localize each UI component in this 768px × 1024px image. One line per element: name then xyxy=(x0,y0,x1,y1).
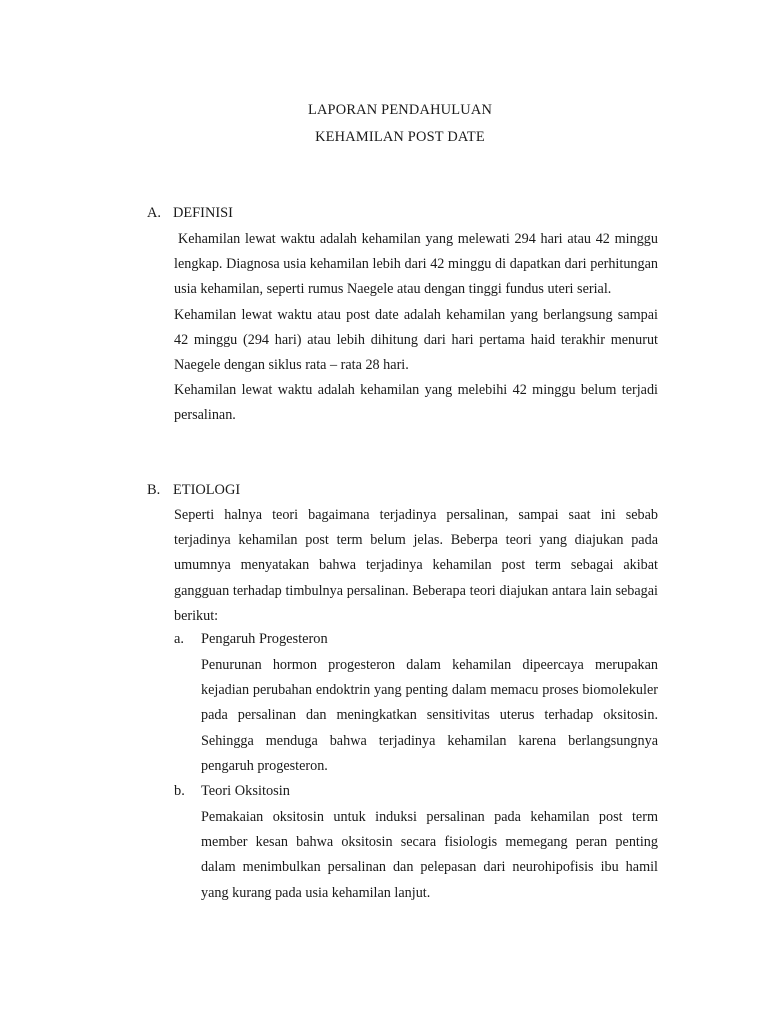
document-title-line-1: LAPORAN PENDAHULUAN xyxy=(307,102,493,118)
subitem-a-letter: a. xyxy=(174,631,184,647)
section-a-body xyxy=(174,227,658,429)
document-title-line-2: KEHAMILAN POST DATE xyxy=(315,129,485,145)
subitem-a-title: Pengaruh Progesteron xyxy=(201,631,328,647)
subitem-b-heading xyxy=(174,783,290,800)
etiologi-paragraph-1: Seperti halnya teori bagaimana terjadinya persalinan, sampai saat ini sebab terjadinya kehamilan post term belum jelas. Beberpa teori yang diajukan pada umumnya menyatakan bahwa terjadinya kehamilan post term sebagai akibat gangguan terhadap timbulnya persalinan. Beberapa teori diajukan antara lain sebagai berikut: xyxy=(174,507,658,624)
subitem-b-letter: b. xyxy=(174,783,185,799)
section-a-letter: A. xyxy=(147,205,161,221)
subitem-a-body xyxy=(201,653,658,779)
section-b-heading xyxy=(147,482,240,499)
subitem-b-text: Pemakaian oksitosin untuk induksi persalinan pada kehamilan post term member kesan bahwa oksitosin secara fisiologis memegang peran penting dalam menimbulkan persalinan dan pelepasan dari neurohipofisis ibu hamil yang kurang pada usia kehamilan lanjut. xyxy=(201,809,658,901)
definisi-paragraph-2: Kehamilan lewat waktu atau post date adalah kehamilan yang berlangsung sampai 42 minggu (294 hari) atau lebih dihitung dari hari pertama haid terakhir menurut Naegele dengan siklus rata – rata 28 hari. xyxy=(174,306,658,374)
definisi-paragraph-3: Kehamilan lewat waktu adalah kehamilan yang melebihi 42 minggu belum terjadi persalinan. xyxy=(174,382,658,424)
section-b-body xyxy=(174,503,658,629)
section-a-heading xyxy=(147,205,233,222)
section-a-title: DEFINISI xyxy=(173,205,233,221)
subitem-a-heading xyxy=(174,631,328,648)
subitem-a-text: Penurunan hormon progesteron dalam kehamilan dipeercaya merupakan kejadian perubahan endoktrin yang penting dalam memacu proses biomolekuler pada persalinan dan meningkatkan sensitivitas uterus terhadap oksitosin. Sehingga menduga bahwa terjadinya kehamilan karena berlangsungnya pengaruh progesteron. xyxy=(201,657,658,774)
section-b-letter: B. xyxy=(147,482,161,498)
subitem-b-title: Teori Oksitosin xyxy=(201,783,290,799)
definisi-paragraph-1: Kehamilan lewat waktu adalah kehamilan yang melewati 294 hari atau 42 minggu lengkap. Diagnosa usia kehamilan lebih dari 42 minggu di dapatkan dari perhitungan usia kehamilan, seperti rumus Naegele atau dengan tinggi fundus uteri serial. xyxy=(174,231,658,298)
subitem-b-body xyxy=(201,805,658,906)
section-b-title: ETIOLOGI xyxy=(173,482,241,498)
